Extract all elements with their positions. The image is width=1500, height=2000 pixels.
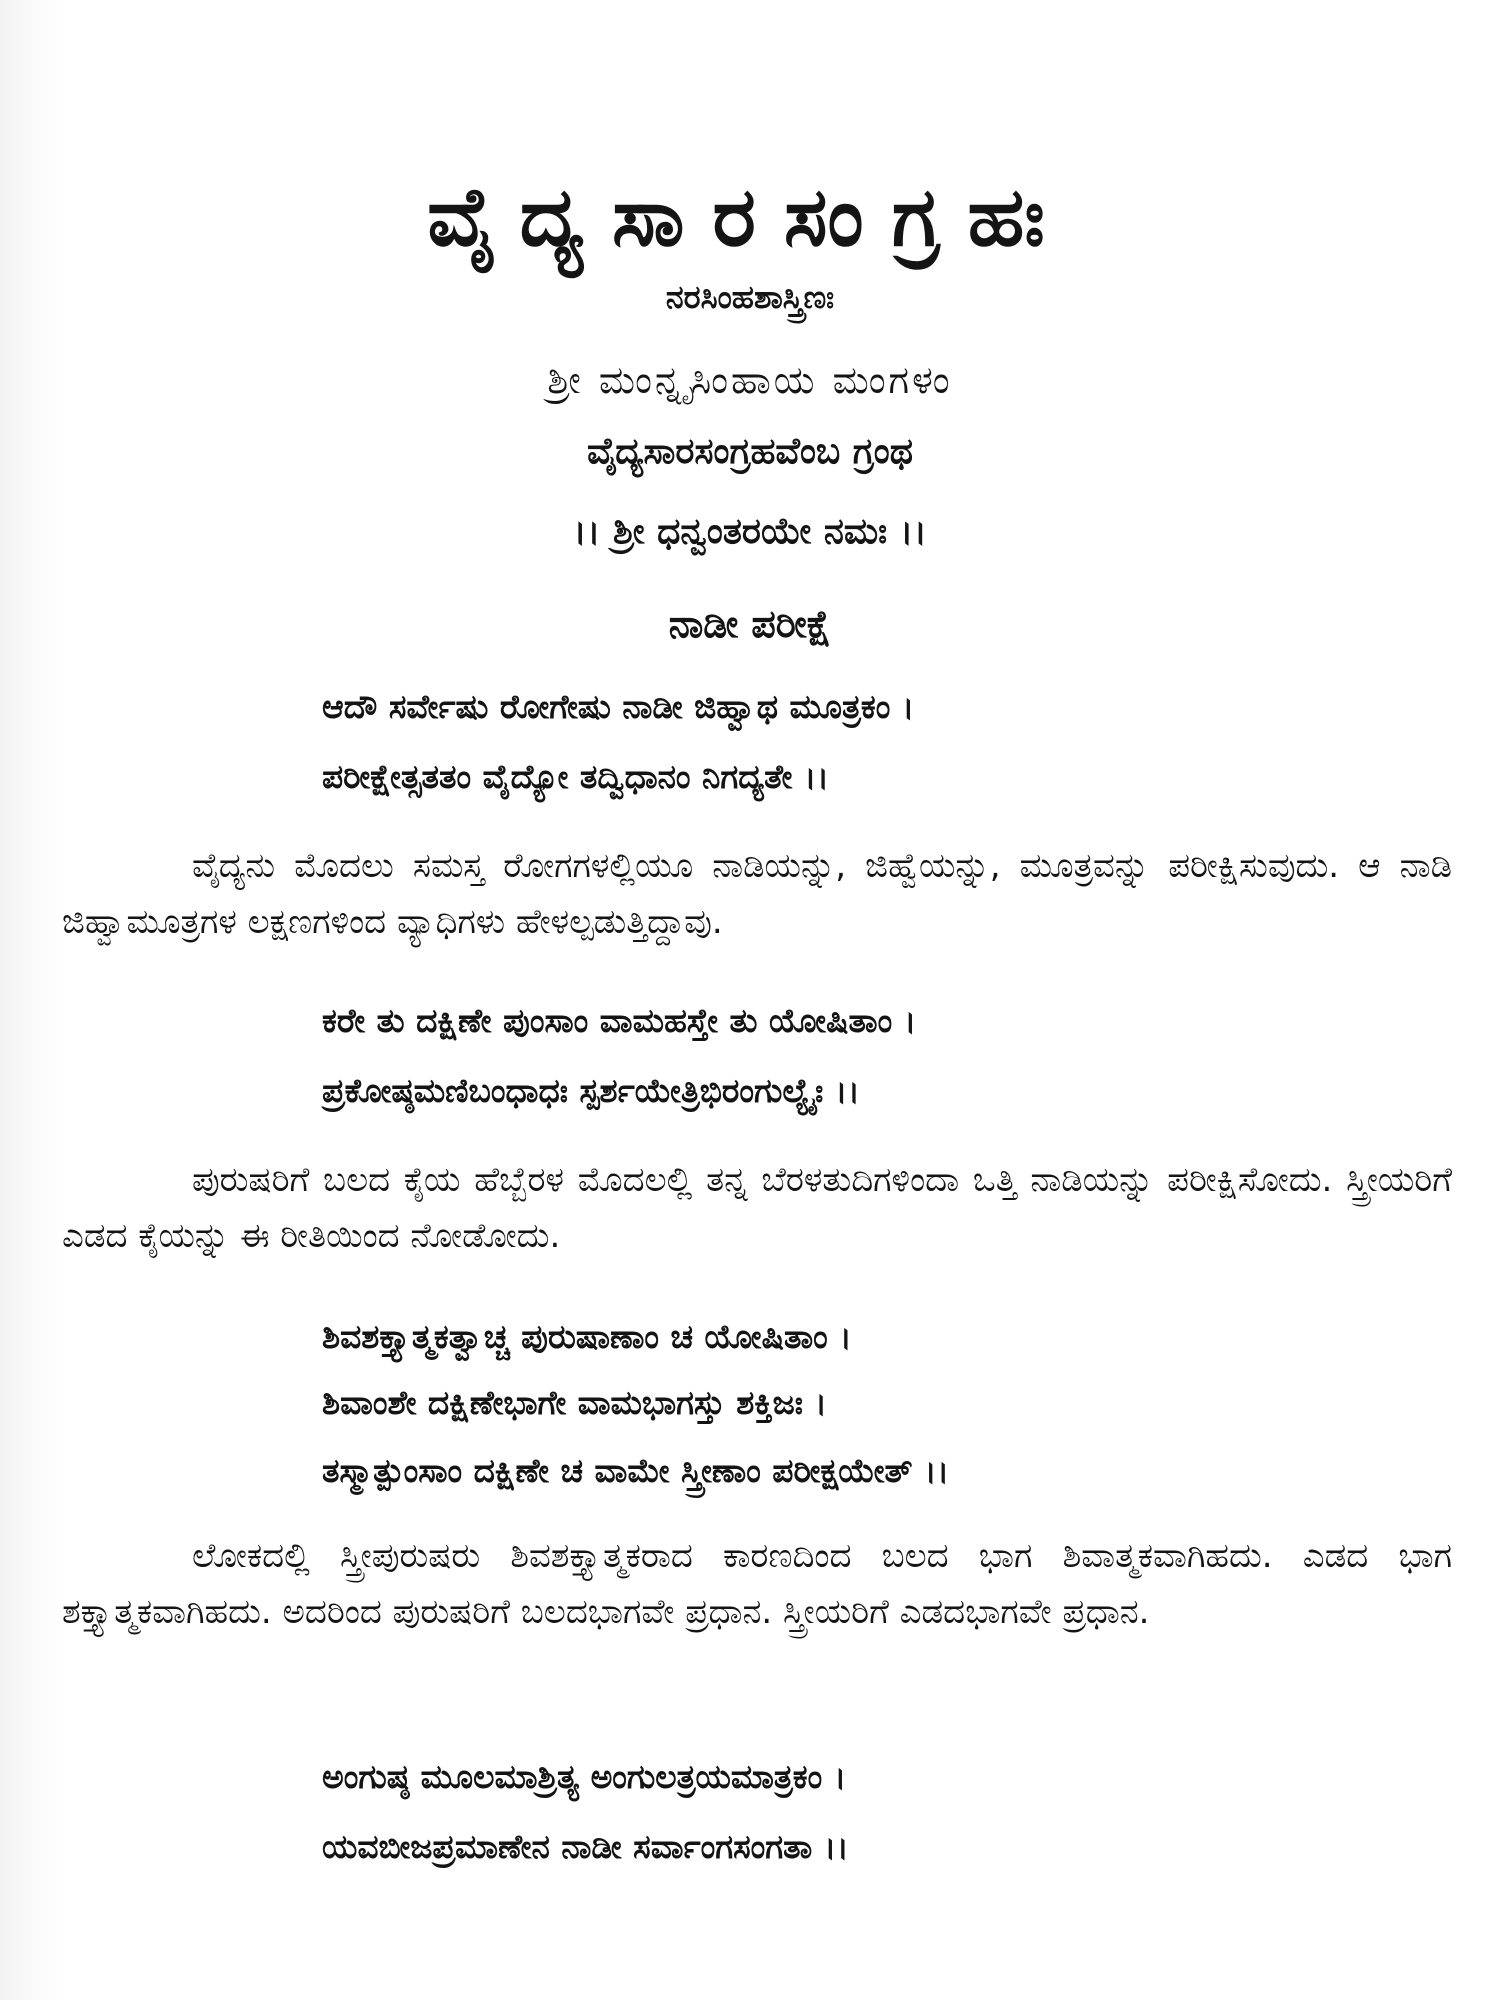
verse-line: ಶಿವಶಕ್ತ್ಯಾತ್ಮಕತ್ವಾಚ್ಚ ಪುರುಷಾಣಾಂ ಚ ಯೋಷಿತಾಂ । [322, 1317, 852, 1356]
prose-paragraph: ಲೋಕದಲ್ಲಿ ಸ್ತ್ರೀಪುರುಷರು ಶಿವಶಕ್ತ್ಯಾತ್ಮಕರಾದ ಕಾರಣದಿಂದ ಬಲದ ಭಾಗ ಶಿವಾತ್ಮಕವಾಗಿಹದು. ಎಡದ ಭಾಗ ಶಕ್ತ್ಯಾತ್ಮಕವಾಗಿಹದು. ಅದರಿಂದ ಪುರುಷರಿಗೆ ಬಲದಭಾಗವೇ ಪ್ರಧಾನ. ಸ್ತ್ರೀಯರಿಗೆ ಎಡದಭಾಗವೇ ಪ್ರಧಾನ. [62, 1536, 1452, 1632]
book-main-title: ವೈದ್ಯಸಾರಸಂಗ್ರಹಃ [427, 170, 1073, 265]
verse-line: ಕರೇ ತು ದಕ್ಷಿಣೇ ಪುಂಸಾಂ ವಾಮಹಸ್ತೇ ತು ಯೋಷಿತಾಂ । [322, 1001, 917, 1040]
verse-line: ಅಂಗುಷ್ಠ ಮೂಲಮಾಶ್ರಿತ್ಯ ಅಂಗುಲತ್ರಯಮಾತ್ರಕಂ । [322, 1757, 847, 1796]
salutation-line: ।। ಶ್ರೀ ಧನ್ವಂತರಯೇ ನಮಃ ।। [573, 511, 927, 552]
prose-paragraph: ವೈದ್ಯನು ಮೊದಲು ಸಮಸ್ತ ರೋಗಗಳಲ್ಲಿಯೂ ನಾಡಿಯನ್ನು, ಜಿಹ್ವೆಯನ್ನು, ಮೂತ್ರವನ್ನು ಪರೀಕ್ಷಿಸುವುದು. ಆ ನಾಡಿ ಜಿಹ್ವಾಮೂತ್ರಗಳ ಲಕ್ಷಣಗಳಿಂದ ವ್ಯಾಧಿಗಳು ಹೇಳಲ್ಪಡುತ್ತಿದ್ದಾವು. [62, 846, 1452, 942]
verse-line: ಪ್ರಕೋಷ್ಠಮಣಿಬಂಧಾಧಃ ಸ್ಪರ್ಶಯೇತ್ರಿಭಿರಂಗುಲ್ಯೈಃ ।। [322, 1071, 860, 1110]
verse-line: ಆದೌ ಸರ್ವೇಷು ರೋಗೇಷು ನಾಡೀ ಜಿಹ್ವಾಥ ಮೂತ್ರಕಂ । [322, 687, 915, 726]
verse-line: ಯವಬೀಜಪ್ರಮಾಣೇನ ನಾಡೀ ಸರ್ವಾಂಗಸಂಗತಾ ।। [322, 1827, 849, 1866]
verse-line: ಪರೀಕ್ಷೇತ್ಸತತಂ ವೈದ್ಯೋ ತದ್ವಿಧಾನಂ ನಿಗದ್ಯತೇ ।। [322, 757, 829, 796]
prose-paragraph: ಪುರುಷರಿಗೆ ಬಲದ ಕೈಯ ಹೆಬ್ಬೆರಳ ಮೊದಲಲ್ಲಿ ತನ್ನ ಬೆರಳತುದಿಗಳಿಂದಾ ಒತ್ತಿ ನಾಡಿಯನ್ನು ಪರೀಕ್ಷಿಸೋದು. ಸ್ತ್ರೀಯರಿಗೆ ಎಡದ ಕೈಯನ್ನು ಈ ರೀತಿಯಿಂದ ನೋಡೋದು. [62, 1160, 1452, 1256]
section-heading: ನಾಡೀ ಪರೀಕ್ಷೆ [668, 602, 832, 646]
verse-line: ಶಿವಾಂಶೇ ದಕ್ಷಿಣೇಭಾಗೇ ವಾಮಭಾಗಸ್ತು ಶಕ್ತಿಜಃ । [322, 1383, 828, 1422]
invocation-line: ಶ್ರೀ ಮಂನ್ನೃಸಿಂಹಾಯ ಮಂಗಳಂ [547, 358, 953, 402]
author-line: ನರಸಿಂಹಶಾಸ್ತ್ರಿಣಃ [665, 278, 835, 316]
verse-line: ತಸ್ಮಾತ್ಪುಂಸಾಂ ದಕ್ಷಿಣೇ ಚ ವಾಮೇ ಸ್ತ್ರೀಣಾಂ ಪರೀಕ್ಷಯೇತ್ ।। [322, 1451, 950, 1490]
book-title-line: ವೈದ್ಯಸಾರಸಂಗ್ರಹವೆಂಬ ಗ್ರಂಥ [587, 431, 913, 472]
